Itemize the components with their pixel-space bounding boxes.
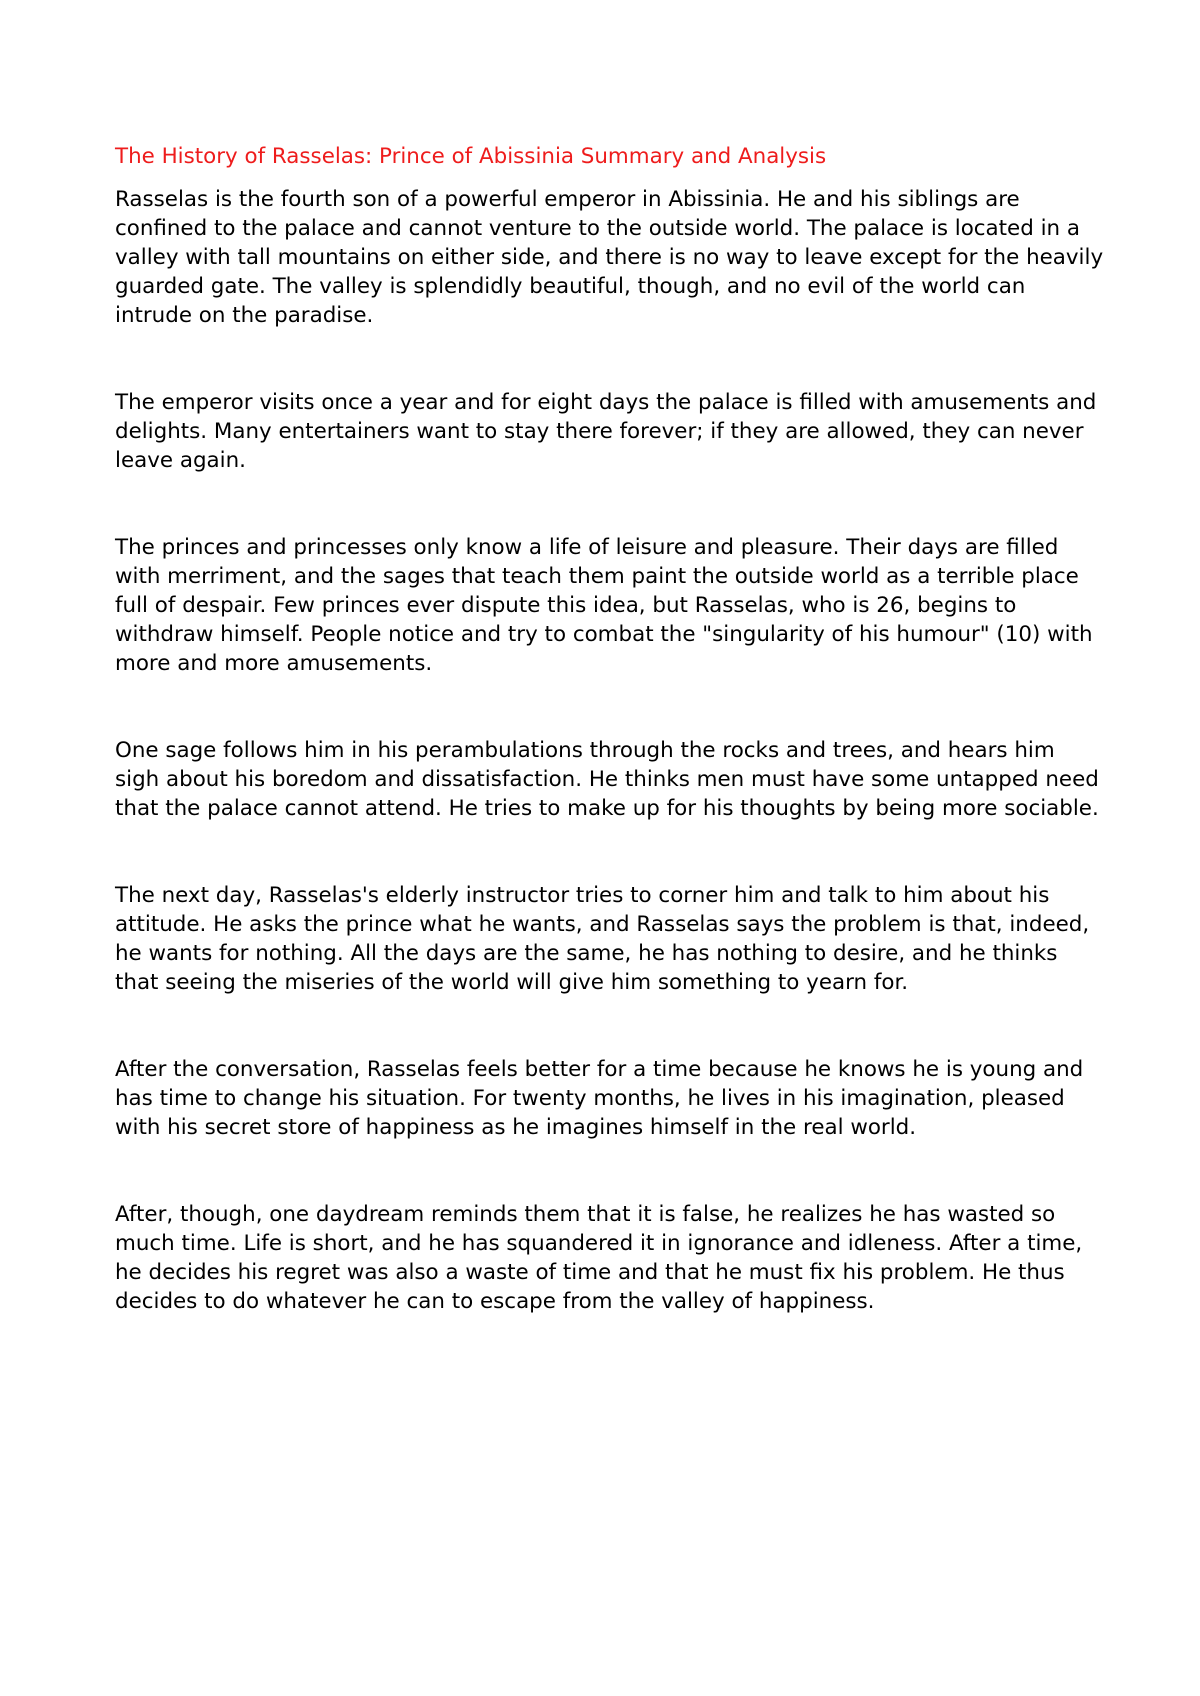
paragraph: After, though, one daydream reminds them that it is false, he realizes he has wasted so much time. Life is short, and he has squandered it in ignorance and idleness. After a time, he decides his regret was also a waste of time and that he must fix his problem. He thus decides to do whatever he can to escape from the valley of happiness. [115,1202,1083,1314]
paragraph: Rasselas is the fourth son of a powerful emperor in Abissinia. He and his siblings are confined to the palace and cannot venture to the outside world. The palace is located in a valley with tall mountains on either side, and there is no way to leave except for the heavily guarded gate. The valley is splendidly beautiful, though, and no evil of the world can intrude on the paradise. [115,187,1104,328]
paragraph: After the conversation, Rasselas feels better for a time because he knows he is young and has time to change his situation. For twenty months, he lives in his imagination, pleased with his secret store of happiness as he imagines himself in the real world. [115,1057,1084,1140]
paragraph: The princes and princesses only know a life of leisure and pleasure. Their days are filled with merriment, and the sages that teach them paint the outside world as a terrible place full of despair. Few princes ever dispute this idea, but Rasselas, who is 26, begins to withdraw himself. People notice and try to combat the "singularity of his humour" (10) with more and more amusements. [115,535,1093,676]
document-title: The History of Rasselas: Prince of Abissinia Summary and Analysis [115,144,827,169]
paragraph: One sage follows him in his perambulations through the rocks and trees, and hears him sigh about his boredom and dissatisfaction. He thinks men must have some untapped need that the palace cannot attend. He tries to make up for his thoughts by being more sociable. [115,738,1099,821]
paragraph: The next day, Rasselas's elderly instructor tries to corner him and talk to him about his attitude. He asks the prince what he wants, and Rasselas says the problem is that, indeed, he wants for nothing. All the days are the same, he has nothing to desire, and he thinks that seeing the miseries of the world will give him something to yearn for. [115,883,1090,995]
paragraph: The emperor visits once a year and for eight days the palace is filled with amusements and delights. Many entertainers want to stay there forever; if they are allowed, they can never leave again. [115,390,1097,473]
document-body [115,142,1105,1374]
